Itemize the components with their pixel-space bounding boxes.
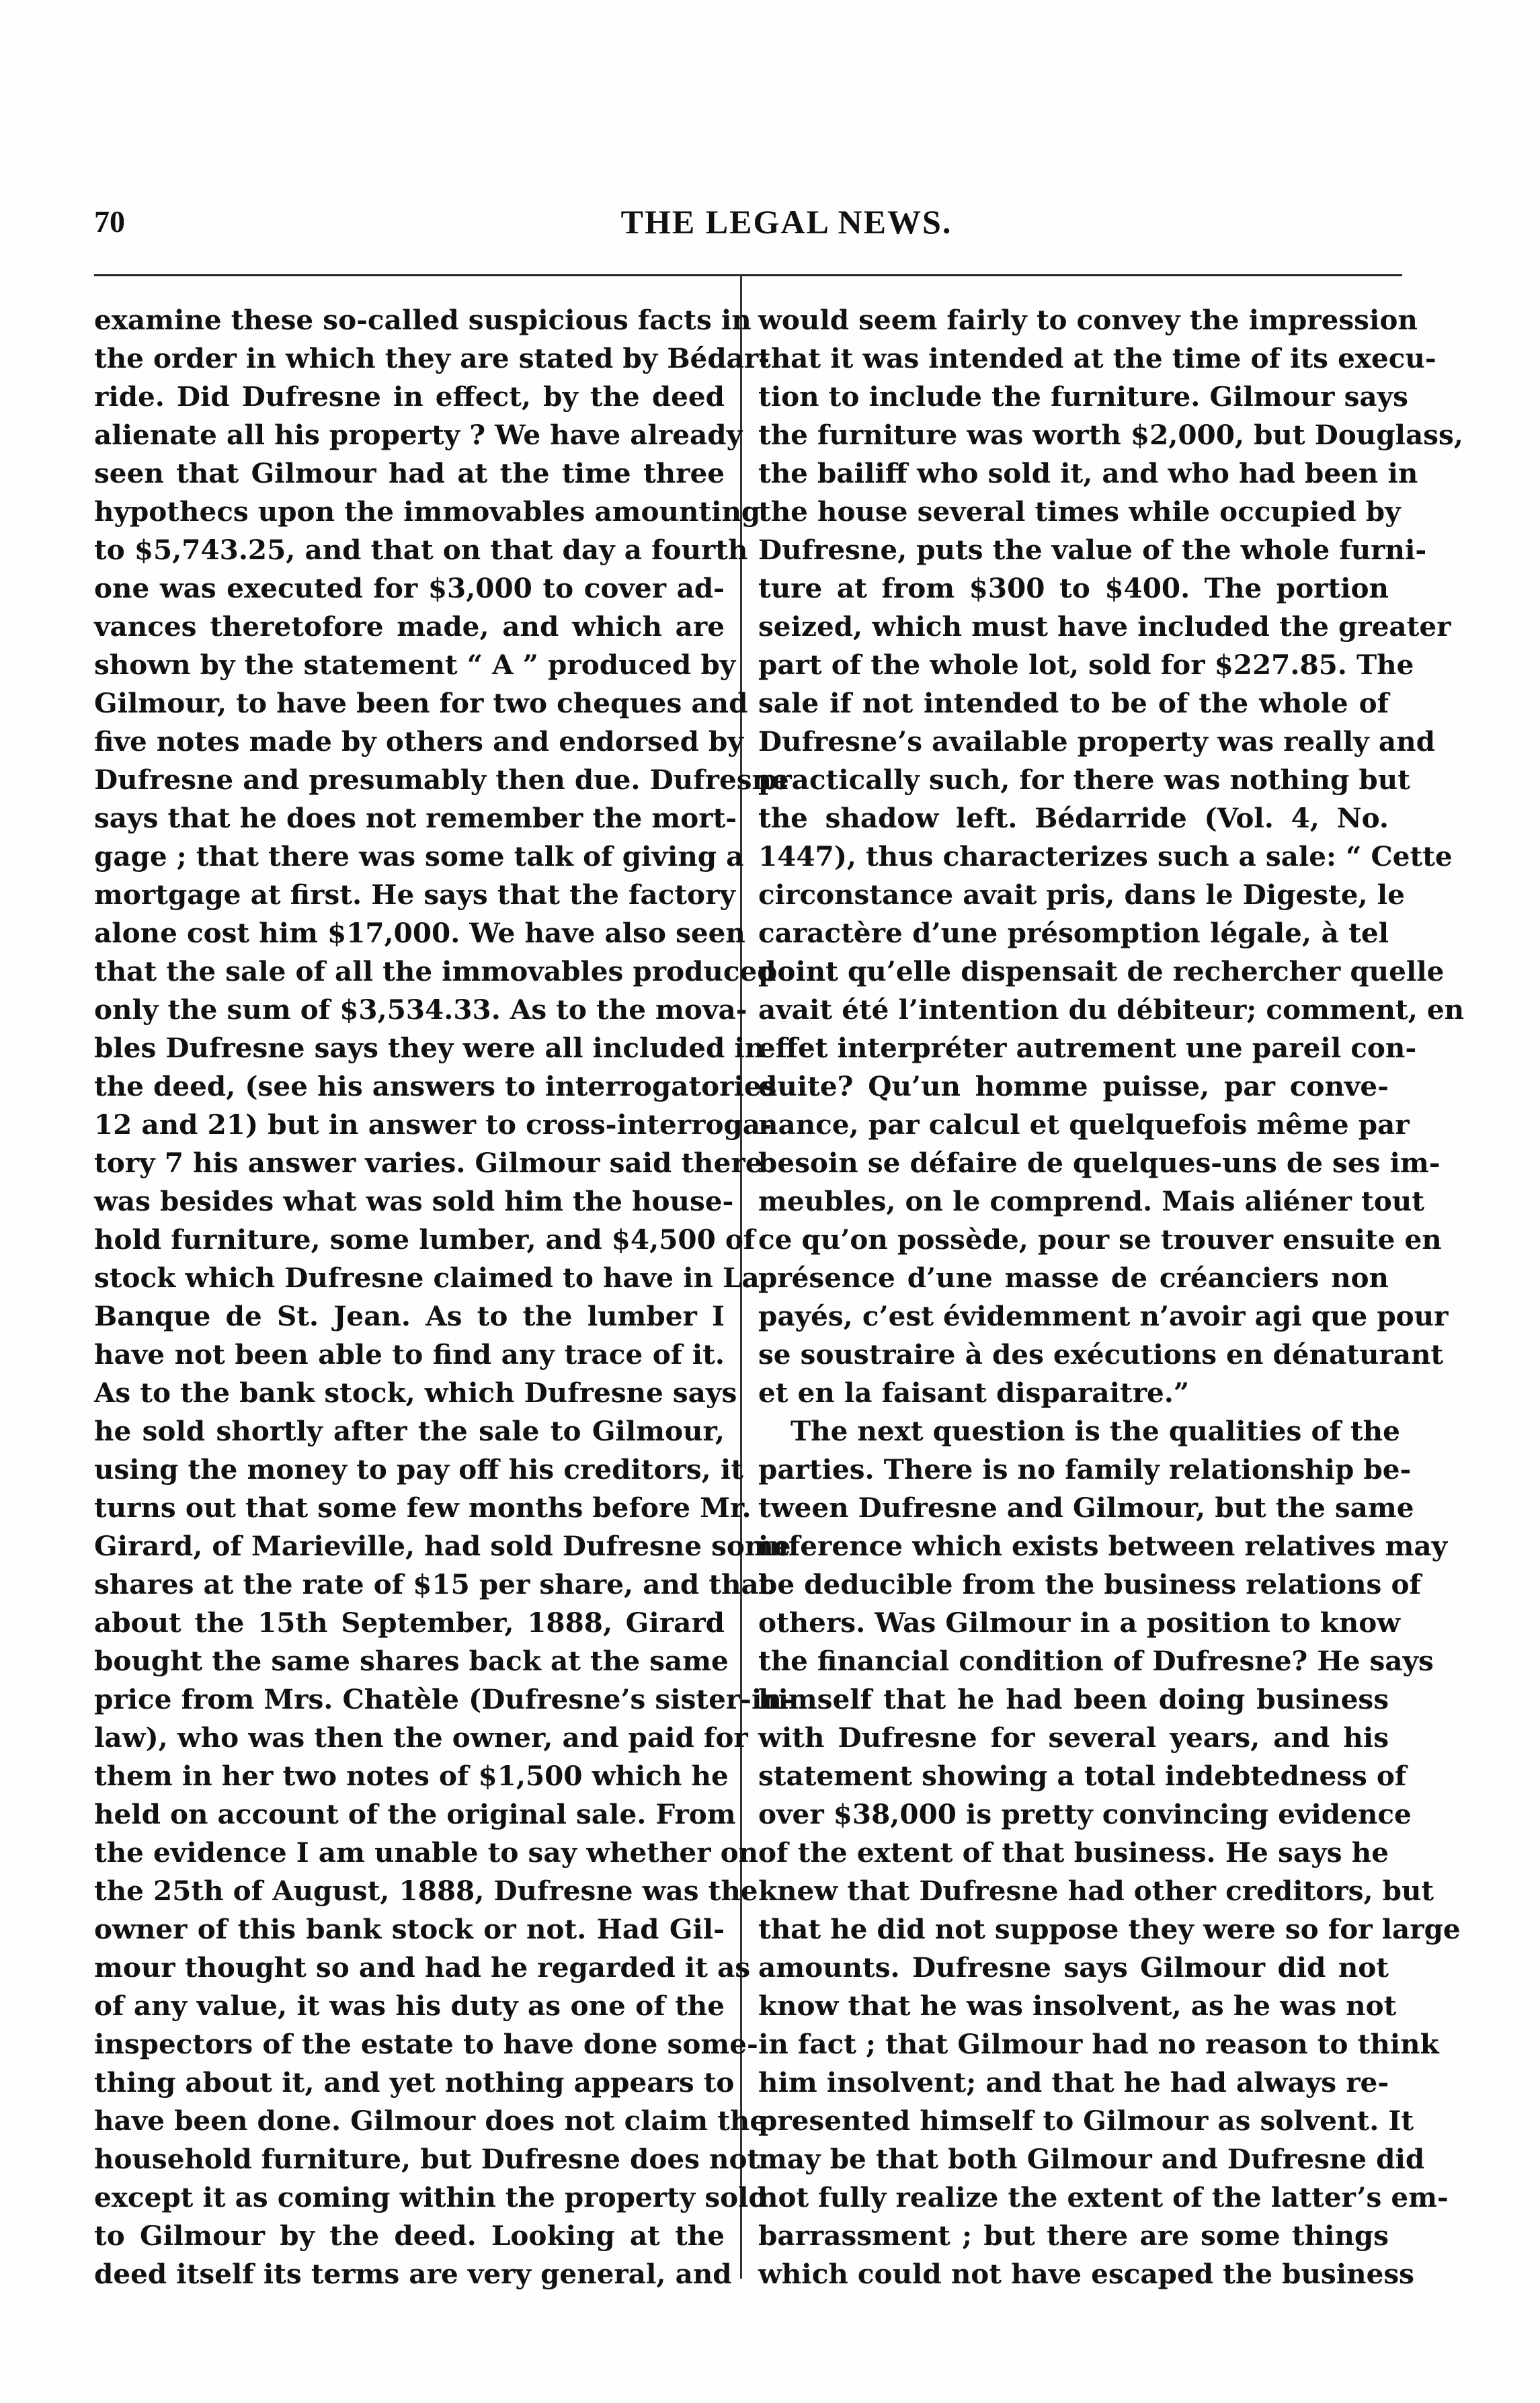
text-line: him insolvent; and that he had always re- xyxy=(758,2066,1389,2099)
text-line: of the extent of that business. He says he xyxy=(758,1836,1389,1869)
text-line: presented himself to Gilmour as solvent. It xyxy=(758,2105,1414,2137)
text-line: mortgage at first. He says that the factory xyxy=(94,879,735,911)
text-line: gage ; that there was some talk of giving a xyxy=(94,840,744,872)
text-line: that the sale of all the immovables produced xyxy=(94,955,776,987)
text-line: five notes made by others and endorsed by xyxy=(94,725,743,758)
text-line: nance, par calcul et quelquefois même par xyxy=(758,1108,1410,1141)
text-line: have not been able to find any trace of it. xyxy=(94,1338,725,1371)
text-line: to Gilmour by the deed. Looking at the xyxy=(94,2219,725,2252)
text-line: was besides what was sold him the house- xyxy=(94,1185,734,1217)
running-title: THE LEGAL NEWS. xyxy=(620,203,953,241)
text-line: examine these so-called suspicious facts in xyxy=(94,304,752,336)
text-line: As to the bank stock, which Dufresne says xyxy=(94,1377,737,1409)
text-line: only the sum of $3,534.33. As to the mova- xyxy=(94,993,747,1026)
text-line: présence d’une masse de créanciers non xyxy=(758,1262,1389,1294)
text-line: be deducible from the business relations of xyxy=(758,1568,1421,1600)
text-line: law), who was then the owner, and paid for xyxy=(94,1721,748,1754)
text-line: turns out that some few months before Mr. xyxy=(94,1492,752,1524)
text-line: himself that he had been doing business xyxy=(758,1683,1389,1715)
text-line: besoin se défaire de quelques-uns de ses im- xyxy=(758,1147,1441,1179)
text-line: hypothecs upon the immovables amounting xyxy=(94,495,761,528)
text-line: that it was intended at the time of its execu- xyxy=(758,342,1436,374)
text-line: circonstance avait pris, dans le Digeste, le xyxy=(758,879,1405,911)
text-line: statement showing a total indebtedness of xyxy=(758,1760,1407,1792)
text-line: would seem fairly to convey the impression xyxy=(758,304,1418,336)
text-line: shown by the statement “ A ” produced by xyxy=(94,649,736,681)
text-line: seized, which must have included the greater xyxy=(758,610,1451,643)
text-line: The next question is the qualities of the xyxy=(791,1415,1400,1447)
text-line: deed itself its terms are very general, and xyxy=(94,2258,732,2290)
text-line: the house several times while occupied by xyxy=(758,495,1401,528)
text-line: he sold shortly after the sale to Gilmour, xyxy=(94,1415,725,1447)
text-line: caractère d’une présomption légale, à tel xyxy=(758,917,1389,949)
text-line: mour thought so and had he regarded it as xyxy=(94,1951,751,1984)
text-line: Dufresne’s available property was really and xyxy=(758,725,1435,758)
text-line: Banque de St. Jean. As to the lumber I xyxy=(94,1300,725,1332)
text-line: amounts. Dufresne says Gilmour did not xyxy=(758,1951,1389,1984)
text-line: the furniture was worth $2,000, but Douglass, xyxy=(758,419,1463,451)
text-line: point qu’elle dispensait de rechercher quelle xyxy=(758,955,1445,987)
text-line: stock which Dufresne claimed to have in La xyxy=(94,1262,760,1294)
text-line: which could not have escaped the business xyxy=(758,2258,1414,2290)
text-line: Gilmour, to have been for two cheques and xyxy=(94,687,748,719)
text-line: 12 and 21) but in answer to cross-interroga- xyxy=(94,1108,772,1141)
text-line: with Dufresne for several years, and his xyxy=(758,1721,1389,1754)
header-rule xyxy=(94,274,1402,276)
text-line: know that he was insolvent, as he was not xyxy=(758,1990,1397,2022)
text-line: one was executed for $3,000 to cover ad- xyxy=(94,572,725,604)
text-line: seen that Gilmour had at the time three xyxy=(94,457,725,489)
text-line: bought the same shares back at the same xyxy=(94,1645,729,1677)
text-line: may be that both Gilmour and Dufresne did xyxy=(758,2143,1425,2175)
text-line: tory 7 his answer varies. Gilmour said there xyxy=(94,1147,763,1179)
text-line: effet interpréter autrement une pareil con- xyxy=(758,1032,1417,1064)
text-line: in fact ; that Gilmour had no reason to think xyxy=(758,2028,1439,2060)
text-line: payés, c’est évidemment n’avoir agi que pour xyxy=(758,1300,1449,1332)
text-line: 1447), thus characterizes such a sale: “ Cette xyxy=(758,840,1453,872)
text-line: the 25th of August, 1888, Dufresne was the xyxy=(94,1875,758,1907)
text-line: vances theretofore made, and which are xyxy=(94,610,725,643)
text-line: hold furniture, some lumber, and $4,500 of xyxy=(94,1223,756,1256)
text-line: bles Dufresne says they were all included in xyxy=(94,1032,765,1064)
text-line: that he did not suppose they were so for large xyxy=(758,1913,1461,1945)
text-line: barrassment ; but there are some things xyxy=(758,2219,1389,2252)
text-line: to $5,743.25, and that on that day a fourth xyxy=(94,534,748,566)
text-line: parties. There is no family relationship be- xyxy=(758,1453,1412,1485)
text-line: inspectors of the estate to have done some- xyxy=(94,2028,758,2060)
text-line: et en la faisant disparaitre.” xyxy=(758,1377,1190,1409)
text-line: household furniture, but Dufresne does not xyxy=(94,2143,760,2175)
text-line: meubles, on le comprend. Mais aliéner tout xyxy=(758,1185,1424,1217)
text-line: se soustraire à des exécutions en dénaturant xyxy=(758,1338,1444,1371)
text-line: Dufresne, puts the value of the whole furni- xyxy=(758,534,1427,566)
text-line: says that he does not remember the mort- xyxy=(94,802,737,834)
text-line: ce qu’on possède, pour se trouver ensuite en xyxy=(758,1223,1442,1256)
text-line: Dufresne and presumably then due. Dufresne xyxy=(94,764,789,796)
text-line: the financial condition of Dufresne? He says xyxy=(758,1645,1434,1677)
text-line: sale if not intended to be of the whole of xyxy=(758,687,1389,719)
text-line: price from Mrs. Chatèle (Dufresne’s sister-in- xyxy=(94,1683,793,1715)
page-header xyxy=(94,202,1402,255)
text-line: them in her two notes of $1,500 which he xyxy=(94,1760,729,1792)
text-line: tion to include the furniture. Gilmour says xyxy=(758,380,1408,413)
text-line: alone cost him $17,000. We have also seen xyxy=(94,917,745,949)
text-line: knew that Dufresne had other creditors, but xyxy=(758,1875,1434,1907)
text-line: practically such, for there was nothing but xyxy=(758,764,1410,796)
text-line: avait été l’intention du débiteur; comment, en xyxy=(758,993,1465,1026)
text-line: have been done. Gilmour does not claim the xyxy=(94,2105,768,2137)
text-line: except it as coming within the property sold xyxy=(94,2181,768,2213)
text-line: not fully realize the extent of the latter’s em- xyxy=(758,2181,1449,2213)
text-line: the evidence I am unable to say whether on xyxy=(94,1836,759,1869)
text-line: Girard, of Marieville, had sold Dufresne some xyxy=(94,1530,791,1562)
text-line: the order in which they are stated by Bédar- xyxy=(94,342,770,374)
text-line: part of the whole lot, sold for $227.85. The xyxy=(758,649,1414,681)
text-line: alienate all his property ? We have already xyxy=(94,419,743,451)
text-line: ture at from $300 to $400. The portion xyxy=(758,572,1389,604)
text-line: owner of this bank stock or not. Had Gil- xyxy=(94,1913,725,1945)
text-line: about the 15th September, 1888, Girard xyxy=(94,1606,725,1639)
text-line: tween Dufresne and Gilmour, but the same xyxy=(758,1492,1414,1524)
text-line: using the money to pay off his creditors, it xyxy=(94,1453,743,1485)
text-line: inference which exists between relatives may xyxy=(758,1530,1448,1562)
text-line: held on account of the original sale. From xyxy=(94,1798,736,1830)
right-column xyxy=(758,301,1465,2293)
left-column xyxy=(94,301,793,2293)
text-line: the shadow left. Bédarride (Vol. 4, No. xyxy=(758,802,1389,834)
text-line: shares at the rate of $15 per share, and that xyxy=(94,1568,772,1600)
text-line: thing about it, and yet nothing appears to xyxy=(94,2066,735,2099)
text-line: duite? Qu’un homme puisse, par conve- xyxy=(758,1070,1389,1102)
text-line: the bailiff who sold it, and who had been in xyxy=(758,457,1418,489)
text-line: the deed, (see his answers to interrogatories xyxy=(94,1070,777,1102)
text-line: others. Was Gilmour in a position to know xyxy=(758,1606,1401,1639)
text-line: over $38,000 is pretty convincing evidence xyxy=(758,1798,1412,1830)
text-line: of any value, it was his duty as one of the xyxy=(94,1990,725,2022)
page-number: 70 xyxy=(94,204,125,239)
text-line: ride. Did Dufresne in effect, by the deed xyxy=(94,380,725,413)
